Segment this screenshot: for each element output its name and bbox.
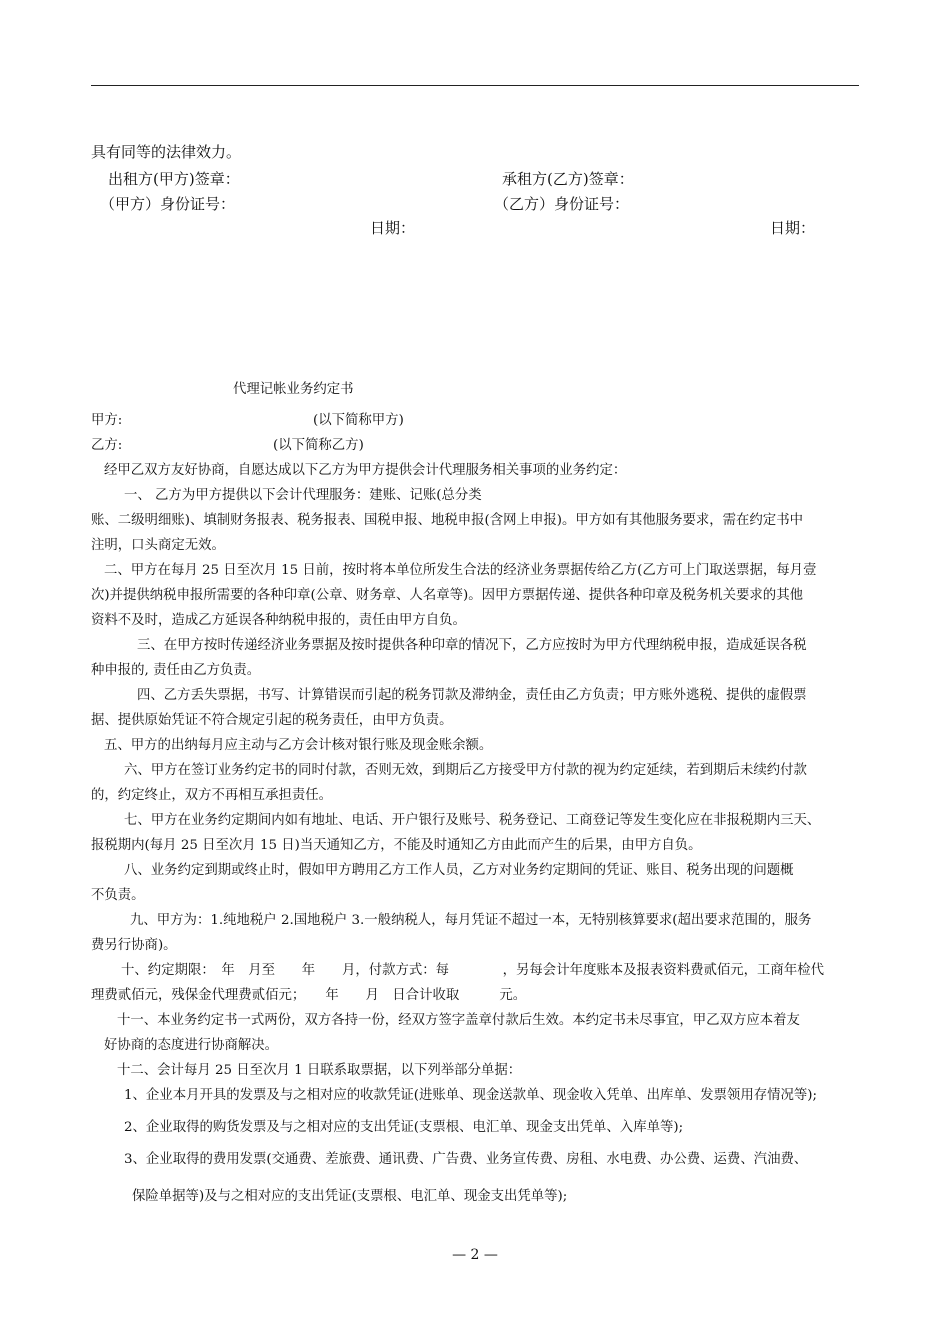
clause-8-line: 八、业务约定到期或终止时，假如甲方聘用乙方工作人员，乙方对业务约定期间的凭证、账目、税务出现的问题概 <box>124 863 794 878</box>
party-a-label: 甲方: <box>91 413 123 428</box>
equal-effect-text: 具有同等的法律效力。 <box>91 143 242 161</box>
clause-1-line: 一、 乙方为甲方提供以下会计代理服务：建账、记账(总分类 <box>124 488 482 503</box>
clause-6-line: 的，约定终止，双方不再相互承担责任。 <box>91 788 333 803</box>
clause-9-line: 九、甲方为：1.纯地税户 2.国地税户 3.一般纳税人，每月凭证不超过一本，无特别核算要求(超出要求范围的，服务 <box>130 913 812 928</box>
lessee-id-label: （乙方）身份证号： <box>494 195 630 213</box>
party-b-note: (以下简称乙方) <box>273 438 364 453</box>
clause-6-line: 六、甲方在签订业务约定书的同时付款，否则无效，到期后乙方接受甲方付款的视为约定延续，若到期后未续约付款 <box>124 763 807 778</box>
document-list-item: 1、企业本月开具的发票及与之相对应的收款凭证(进账单、现金送款单、现金收入凭单、出库单、发票领用存情况等); <box>124 1088 818 1103</box>
lessee-date-label: 日期： <box>770 219 816 237</box>
clause-7-line: 七、甲方在业务约定期间内如有地址、电话、开户银行及账号、税务登记、工商登记等发生变化应在非报税期内三天、 <box>124 813 821 828</box>
clause-10-line: 理费贰佰元，残保金代理费贰佰元； 年 月 日合计收取 元。 <box>91 988 527 1003</box>
clause-3-line: 三、在甲方按时传递经济业务票据及按时提供各种印章的情况下，乙方应按时为甲方代理纳税申报，造成延误各税 <box>137 638 807 653</box>
clause-2-line: 二、甲方在每月 25 日至次月 15 日前，按时将本单位所发生合法的经济业务票据传给乙方(乙方可上门取送票据，每月壹 <box>104 563 817 578</box>
clause-10-line: 十、约定期限： 年 月至 年 月，付款方式：每 ，另每会计年度账本及报表资料费贰佰元，工商年检代 <box>121 963 824 978</box>
header-rule <box>91 85 859 86</box>
clause-1-line: 账、二级明细账)、填制财务报表、税务报表、国税申报、地税申报(含网上申报)。甲方如有其他服务要求，需在约定书中 <box>91 513 803 528</box>
clause-4-line: 据、提供原始凭证不符合规定引起的税务责任，由甲方负责。 <box>91 713 453 728</box>
party-a-note: (以下简称甲方) <box>313 413 404 428</box>
clause-2-line: 次)并提供纳税申报所需要的各种印章(公章、财务章、人名章等)。因甲方票据传递、提供各种印章及税务机关要求的其他 <box>91 588 803 603</box>
clause-5-line: 五、甲方的出纳每月应主动与乙方会计核对银行账及现金账余额。 <box>104 738 493 753</box>
lessor-signature-label: 出租方(甲方)签章： <box>108 170 240 188</box>
page-number: — 2 — <box>452 1247 498 1263</box>
clause-8-line: 不负责。 <box>91 888 145 903</box>
clause-9-line: 费另行协商)。 <box>91 938 177 953</box>
lessor-id-label: （甲方）身份证号： <box>100 195 236 213</box>
document-list-item: 3、企业取得的费用发票(交通费、差旅费、通讯费、广告费、业务宣传费、房租、水电费、办公费、运费、汽油费、 <box>124 1152 808 1167</box>
clause-11-line: 十一、本业务约定书一式两份，双方各持一份，经双方签字盖章付款后生效。本约定书未尽事宜，甲乙双方应本着友 <box>117 1013 800 1028</box>
clause-7-line: 报税期内(每月 25 日至次月 15 日)当天通知乙方，不能及时通知乙方由此而产生的后果，由甲方自负。 <box>91 838 702 853</box>
clause-2-line: 资料不及时，造成乙方延误各种纳税申报的，责任由甲方自负。 <box>91 613 466 628</box>
clause-1-line: 注明，口头商定无效。 <box>91 538 225 553</box>
clause-12-line: 十二、会计每月 25 日至次月 1 日联系取票据，以下列举部分单据： <box>117 1063 522 1078</box>
lessor-date-label: 日期： <box>370 219 416 237</box>
document-list-item: 保险单据等)及与之相对应的支出凭证(支票根、电汇单、现金支出凭单等); <box>132 1189 568 1204</box>
agreement-title: 代理记帐业务约定书 <box>233 382 354 397</box>
lessee-signature-label: 承租方(乙方)签章： <box>502 170 634 188</box>
document-list-item: 2、企业取得的购货发票及与之相对应的支出凭证(支票根、电汇单、现金支出凭单、入库单等); <box>124 1120 684 1135</box>
clause-4-line: 四、乙方丢失票据，书写、计算错误而引起的税务罚款及滞纳金，责任由乙方负责；甲方账外逃税、提供的虚假票 <box>137 688 807 703</box>
party-b-label: 乙方: <box>91 438 123 453</box>
clause-3-line: 种申报的, 责任由乙方负责。 <box>91 663 261 678</box>
intro-paragraph: 经甲乙双方友好协商，自愿达成以下乙方为甲方提供会计代理服务相关事项的业务约定： <box>104 463 627 478</box>
clause-11-line: 好协商的态度进行协商解决。 <box>104 1038 279 1053</box>
